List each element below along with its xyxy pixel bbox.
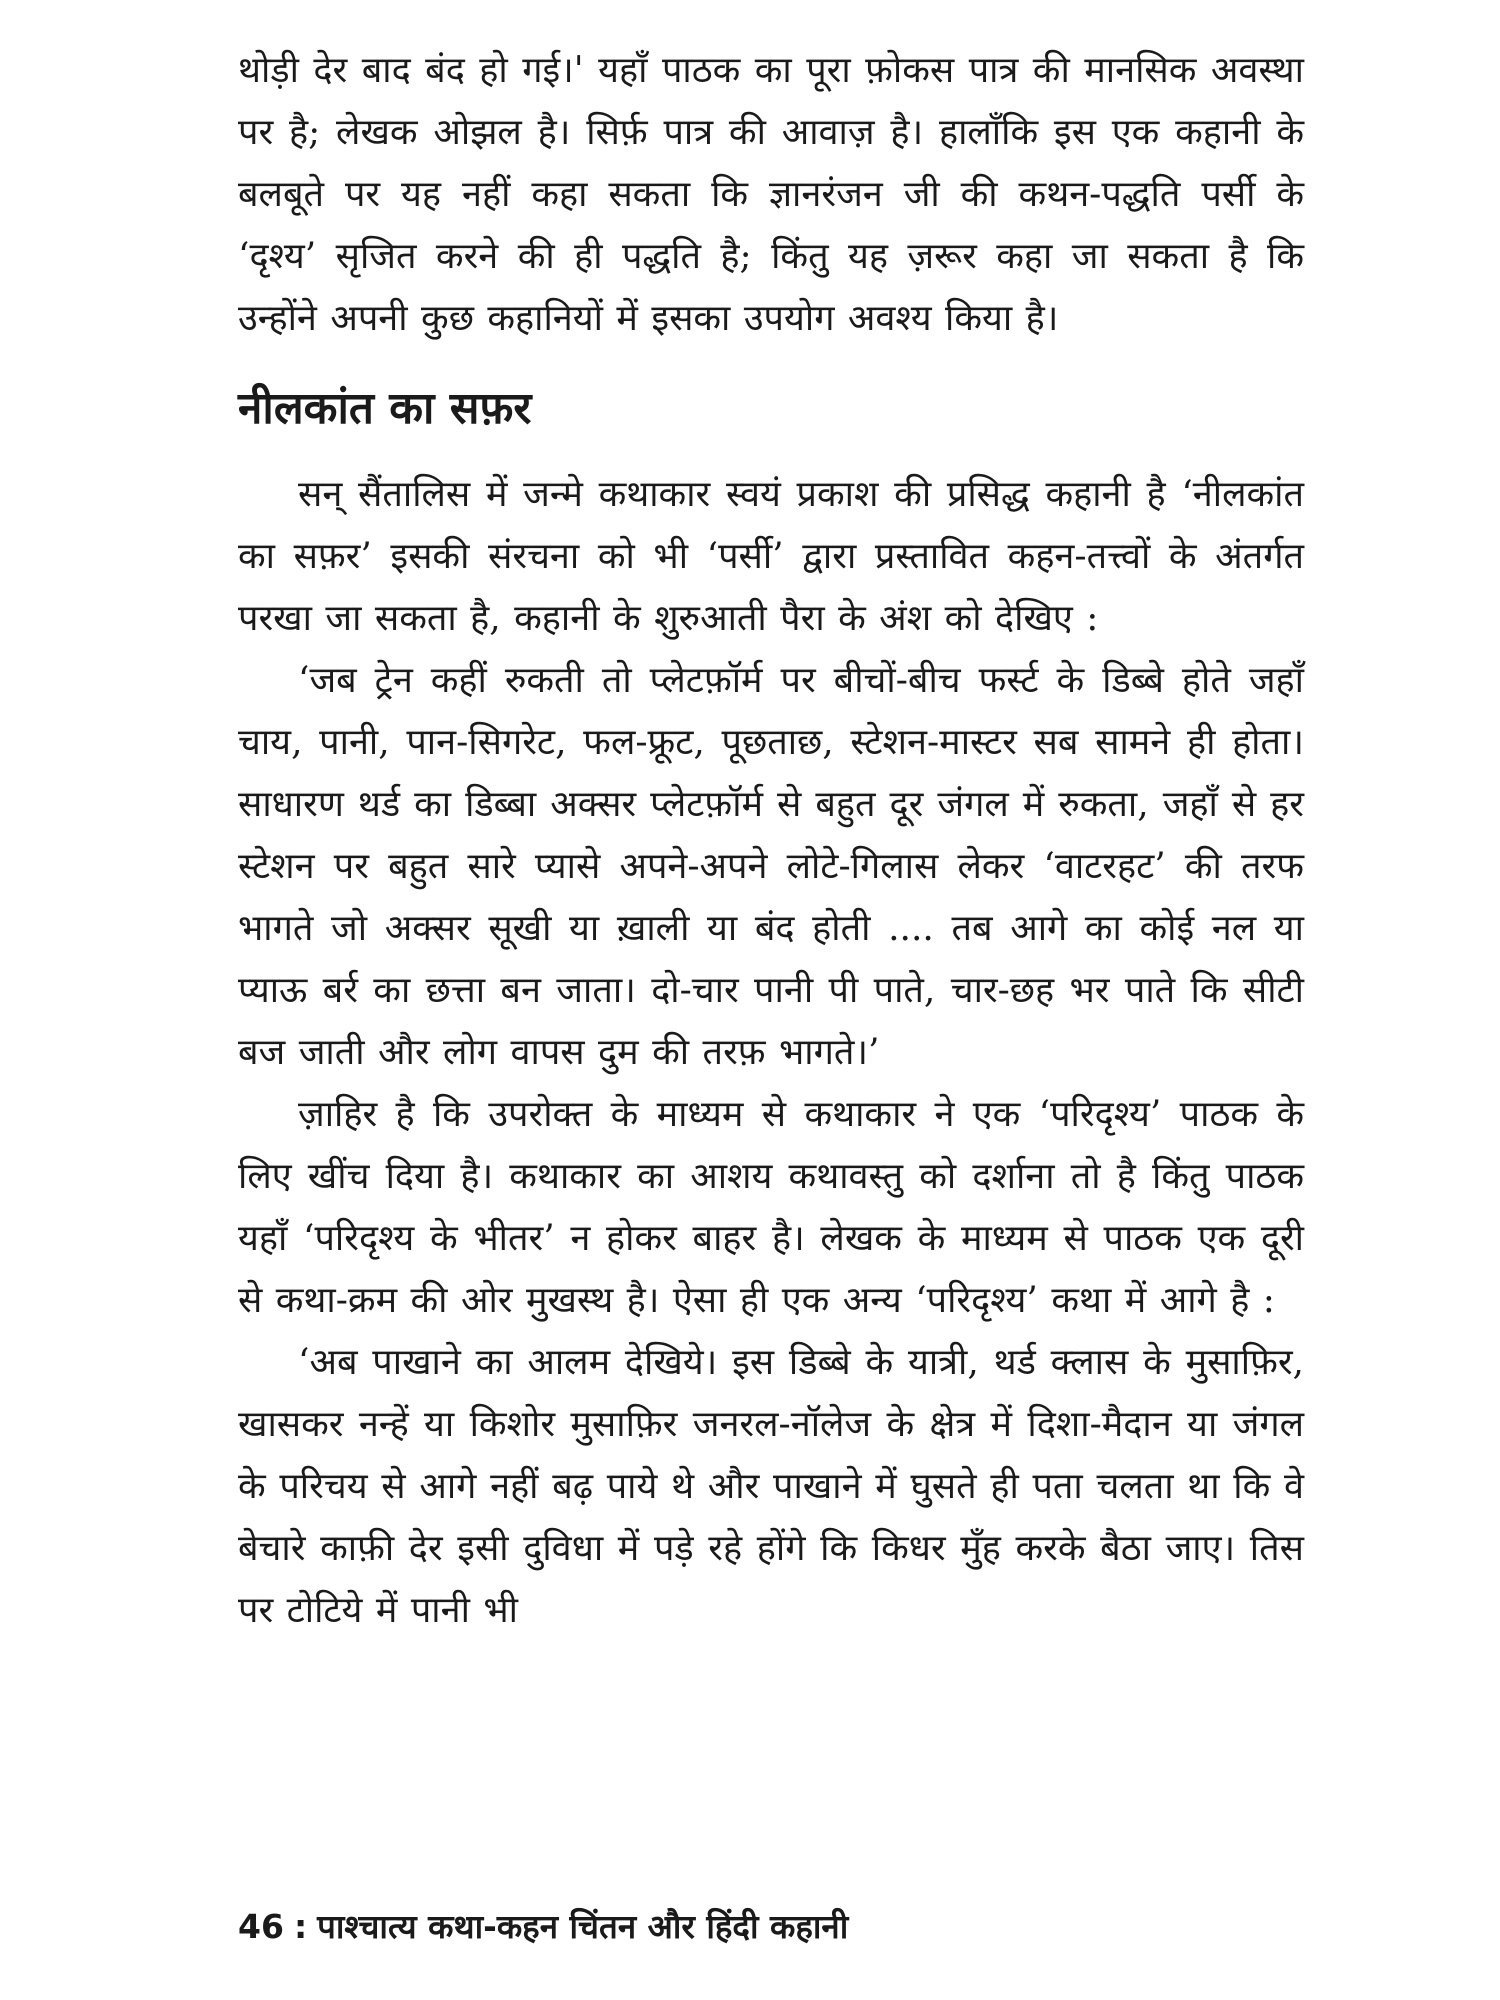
book-title: पाश्चात्य कथा-कहन चिंतन और हिंदी कहानी (317, 1907, 849, 1946)
paragraph-3: ज़ाहिर है कि उपरोक्त के माध्यम से कथाकार ने एक ‘परिदृश्य’ पाठक के लिए खींच दिया है। कथाकार का आशय कथावस्तु को दर्शाना तो है किंतु पाठक यहाँ ‘परिदृश्य के भीतर’ न होकर बाहर है। लेखक के माध्यम से पाठक एक दूरी से कथा-क्रम की ओर मुखस्थ है। ऐसा ही एक अन्य ‘परिदृश्य’ कथा में आगे है : (238, 1094, 1304, 1321)
page-body (238, 40, 1304, 1960)
page-footer (238, 1902, 1304, 1952)
section-heading: नीलकांत का सफ़र (238, 383, 532, 434)
quote-paragraph-2: ‘अब पाखाने का आलम देखिये। इस डिब्बे के यात्री, थर्ड क्लास के मुसाफ़िर, खासकर नन्हें या किशोर मुसाफ़िर जनरल-नॉलेज के क्षेत्र में दिशा-मैदान या जंगल के परिचय से आगे नहीं बढ़ पाये थे और पाखाने में घुसते ही पता चलता था कि वे बेचारे काफ़ी देर इसी दुविधा में पड़े रहे होंगे कि किधर मुँह करके बैठा जाए। तिस पर टोटिये में पानी भी (238, 1342, 1304, 1631)
paragraph-2: सन् सैंतालिस में जन्मे कथाकार स्वयं प्रकाश की प्रसिद्ध कहानी है ‘नीलकांत का सफ़र’ इसकी संरचना को भी ‘पर्सी’ द्वारा प्रस्तावित कहन-तत्त्वों के अंतर्गत परखा जा सकता है, कहानी के शुरुआती पैरा के अंश को देखिए : (238, 474, 1304, 639)
page-number: 46 (238, 1907, 284, 1946)
quote-paragraph-1: ‘जब ट्रेन कहीं रुकती तो प्लेटफ़ॉर्म पर बीचों-बीच फर्स्ट के डिब्बे होते जहाँ चाय, पानी, पान-सिगरेट, फल-फ्रूट, पूछताछ, स्टेशन-मास्टर सब सामने ही होता। साधारण थर्ड का डिब्बा अक्सर प्लेटफ़ॉर्म से बहुत दूर जंगल में रुकता, जहाँ से हर स्टेशन पर बहुत सारे प्यासे अपने-अपने लोटे-गिलास लेकर ‘वाटरहट’ की तरफ भागते जो अक्सर सूखी या ख़ाली या बंद होती .... तब आगे का कोई नल या प्याऊ बर्र का छत्ता बन जाता। दो-चार पानी पी पाते, चार-छह भर पाते कि सीटी बज जाती और लोग वापस दुम की तरफ़ भागते।’ (238, 660, 1304, 1073)
footer-separator: : (293, 1907, 308, 1946)
paragraph-1: थोड़ी देर बाद बंद हो गई।' यहाँ पाठक का पूरा फ़ोकस पात्र की मानसिक अवस्था पर है; लेखक ओझल है। सिर्फ़ पात्र की आवाज़ है। हालाँकि इस एक कहानी के बलबूते पर यह नहीं कहा सकता कि ज्ञानरंजन जी की कथन-पद्धति पर्सी के ‘दृश्य’ सृजित करने की ही पद्धति है; किंतु यह ज़रूर कहा जा सकता है कि उन्होंने अपनी कुछ कहानियों में इसका उपयोग अवश्य किया है। (238, 50, 1304, 339)
